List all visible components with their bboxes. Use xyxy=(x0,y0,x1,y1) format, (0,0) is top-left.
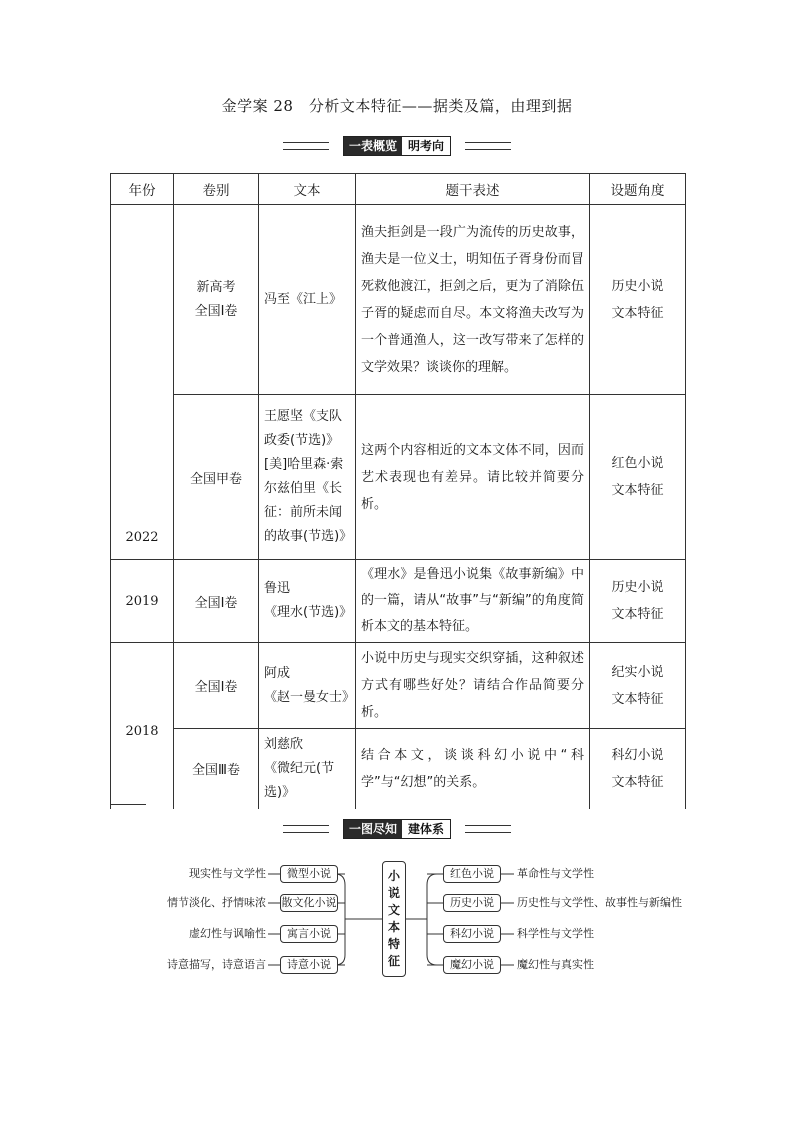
header-desc: 题干表述 xyxy=(356,174,590,205)
table-row xyxy=(111,395,686,560)
cell-angle: 历史小说 文本特征 xyxy=(590,560,686,643)
left-node: 诗意小说 xyxy=(280,956,338,974)
banner-rule-left xyxy=(283,825,329,833)
left-label: 诗意描写，诗意语言 xyxy=(167,958,266,971)
section-banner-system xyxy=(0,817,794,841)
cell-year: 2022 xyxy=(111,205,174,560)
table-row xyxy=(111,560,686,643)
novel-feature-diagram xyxy=(140,855,720,980)
table-header-row xyxy=(111,174,686,205)
cell-angle: 科幻小说 文本特征 xyxy=(590,729,686,809)
cell-year: 2018 xyxy=(111,643,174,809)
header-paper: 卷别 xyxy=(174,174,259,205)
banner-label-light: 建体系 xyxy=(402,820,450,838)
cell-paper: 全国Ⅰ卷 xyxy=(174,643,259,729)
left-label: 虚幻性与讽喻性 xyxy=(189,927,266,940)
banner-rule-left xyxy=(283,142,329,150)
banner-rule-right xyxy=(465,142,511,150)
cell-desc: 小说中历史与现实交织穿插，这种叙述方式有哪些好处？请结合作品简要分析。 xyxy=(356,643,590,729)
diagram-center-node: 小说文本特征 xyxy=(382,861,406,977)
header-angle: 设题角度 xyxy=(590,174,686,205)
table-bottom-rule xyxy=(110,804,146,805)
cell-year: 2019 xyxy=(111,560,174,643)
cell-paper: 全国甲卷 xyxy=(174,395,259,560)
right-label: 魔幻性与真实性 xyxy=(517,958,594,971)
table-row xyxy=(111,643,686,729)
cell-text: 冯至《江上》 xyxy=(259,205,356,395)
right-label: 科学性与文学性 xyxy=(517,927,594,940)
page-title: 金学案 28 分析文本特征——据类及篇，由理到据 xyxy=(221,97,573,115)
left-label: 现实性与文学性 xyxy=(189,867,266,880)
cell-desc: 结合本文，谈谈科幻小说中“科学”与“幻想”的关系。 xyxy=(356,729,590,809)
cell-angle: 红色小说 文本特征 xyxy=(590,395,686,560)
banner-label xyxy=(343,136,451,156)
left-node: 微型小说 xyxy=(280,865,338,883)
right-label: 历史性与文学性、故事性与新编性 xyxy=(517,896,682,909)
cell-angle: 纪实小说 文本特征 xyxy=(590,643,686,729)
cell-paper: 新高考 全国Ⅰ卷 xyxy=(174,205,259,395)
banner-label-dark: 一表概览 xyxy=(344,137,402,155)
right-node: 科幻小说 xyxy=(443,925,501,943)
cell-desc: 渔夫拒剑是一段广为流传的历史故事，渔夫是一位义士，明知伍子胥身份而冒死救他渡江，拒剑之后，更为了消除伍子胥的疑虑而自尽。本文将渔夫改写为一个普通渔人，这一改写带来了怎样的文学效果？谈谈你的理解。 xyxy=(356,205,590,395)
right-node: 红色小说 xyxy=(443,865,501,883)
cell-paper: 全国Ⅲ卷 xyxy=(174,729,259,809)
cell-text: 王愿坚《支队政委(节选)》[美]哈里森·索尔兹伯里《长征：前所未闻的故事(节选)》 xyxy=(259,395,356,560)
banner-label-dark: 一图尽知 xyxy=(344,820,402,838)
right-label: 革命性与文学性 xyxy=(517,867,594,880)
table-row xyxy=(111,205,686,395)
cell-paper: 全国Ⅰ卷 xyxy=(174,560,259,643)
header-text: 文本 xyxy=(259,174,356,205)
table-row xyxy=(111,729,686,809)
banner-rule-right xyxy=(465,825,511,833)
banner-label-light: 明考向 xyxy=(402,137,450,155)
right-node: 魔幻小说 xyxy=(443,956,501,974)
cell-desc: 这两个内容相近的文本文体不同，因而艺术表现也有差异。请比较并简要分析。 xyxy=(356,395,590,560)
cell-text: 阿成 《赵一曼女士》 xyxy=(259,643,356,729)
exam-overview-table xyxy=(110,173,686,809)
left-node: 寓言小说 xyxy=(280,925,338,943)
left-node: 散文化小说 xyxy=(280,894,338,912)
cell-desc: 《理水》是鲁迅小说集《故事新编》中的一篇，请从“故事”与“新编”的角度简析本文的基本特征。 xyxy=(356,560,590,643)
cell-text: 刘慈欣 《微纪元(节选)》 xyxy=(259,729,356,809)
banner-label xyxy=(343,819,451,839)
right-node: 历史小说 xyxy=(443,894,501,912)
cell-text: 鲁迅 《理水(节选)》 xyxy=(259,560,356,643)
left-label: 情节淡化、抒情味浓 xyxy=(167,896,266,909)
section-banner-overview xyxy=(0,134,794,158)
header-year: 年份 xyxy=(111,174,174,205)
cell-angle: 历史小说 文本特征 xyxy=(590,205,686,395)
